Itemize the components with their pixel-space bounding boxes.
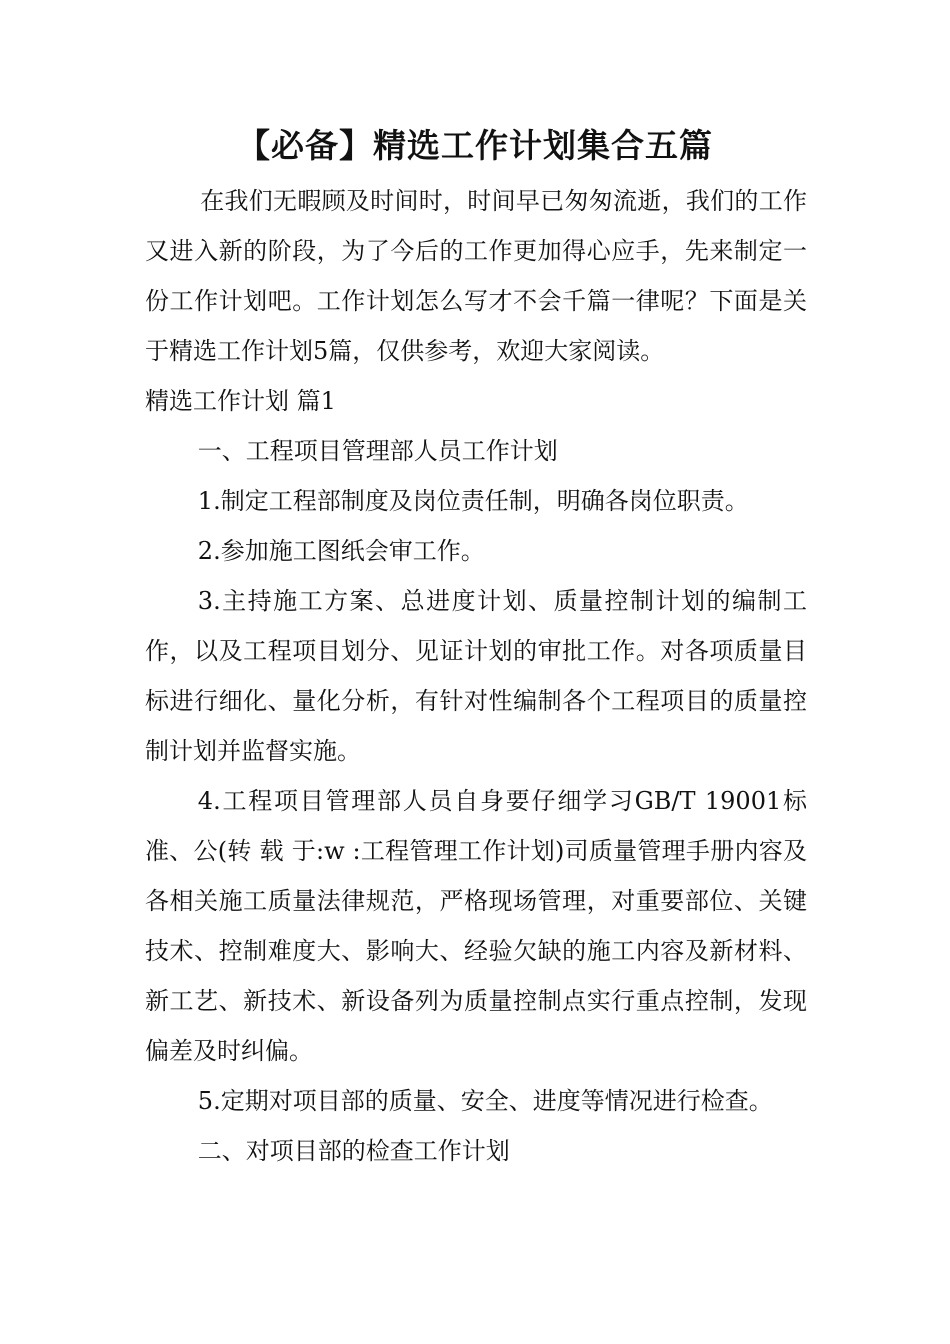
subsection-heading-1: 一、工程项目管理部人员工作计划 bbox=[197, 437, 558, 465]
document-body bbox=[145, 176, 807, 1176]
section-heading-part-1: 精选工作计划 篇1 bbox=[145, 387, 336, 415]
list-item-2: 2.参加施工图纸会审工作。 bbox=[197, 537, 485, 565]
list-item-1: 1.制定工程部制度及岗位责任制，明确各岗位职责。 bbox=[197, 487, 749, 515]
list-item-4: 4.工程项目管理部人员自身要仔细学习GB/T 19001标准、公(转 载 于:w :工程管理工作计划)司质量管理手册内容及各相关施工质量法律规范，严格现场管理，对重要部位、关键技术、控制难度大、影响大、经验欠缺的施工内容及新材料、新工艺、新技术、新设备列为质量控制点实行重点控制，发现偏差及时纠偏。 bbox=[145, 787, 807, 1065]
subsection-heading-2: 二、对项目部的检查工作计划 bbox=[197, 1137, 510, 1165]
list-item-5: 5.定期对项目部的质量、安全、进度等情况进行检查。 bbox=[197, 1087, 773, 1115]
intro-paragraph: 在我们无暇顾及时间时，时间早已匆匆流逝，我们的工作又进入新的阶段，为了今后的工作更加得心应手，先来制定一份工作计划吧。工作计划怎么写才不会千篇一律呢？下面是关于精选工作计划5篇，仅供参考，欢迎大家阅读。 bbox=[145, 187, 807, 365]
list-item-3: 3.主持施工方案、总进度计划、质量控制计划的编制工作，以及工程项目划分、见证计划的审批工作。对各项质量目标进行细化、量化分析，有针对性编制各个工程项目的质量控制计划并监督实施。 bbox=[145, 587, 807, 765]
document-title: 【必备】精选工作计划集合五篇 bbox=[237, 126, 713, 165]
